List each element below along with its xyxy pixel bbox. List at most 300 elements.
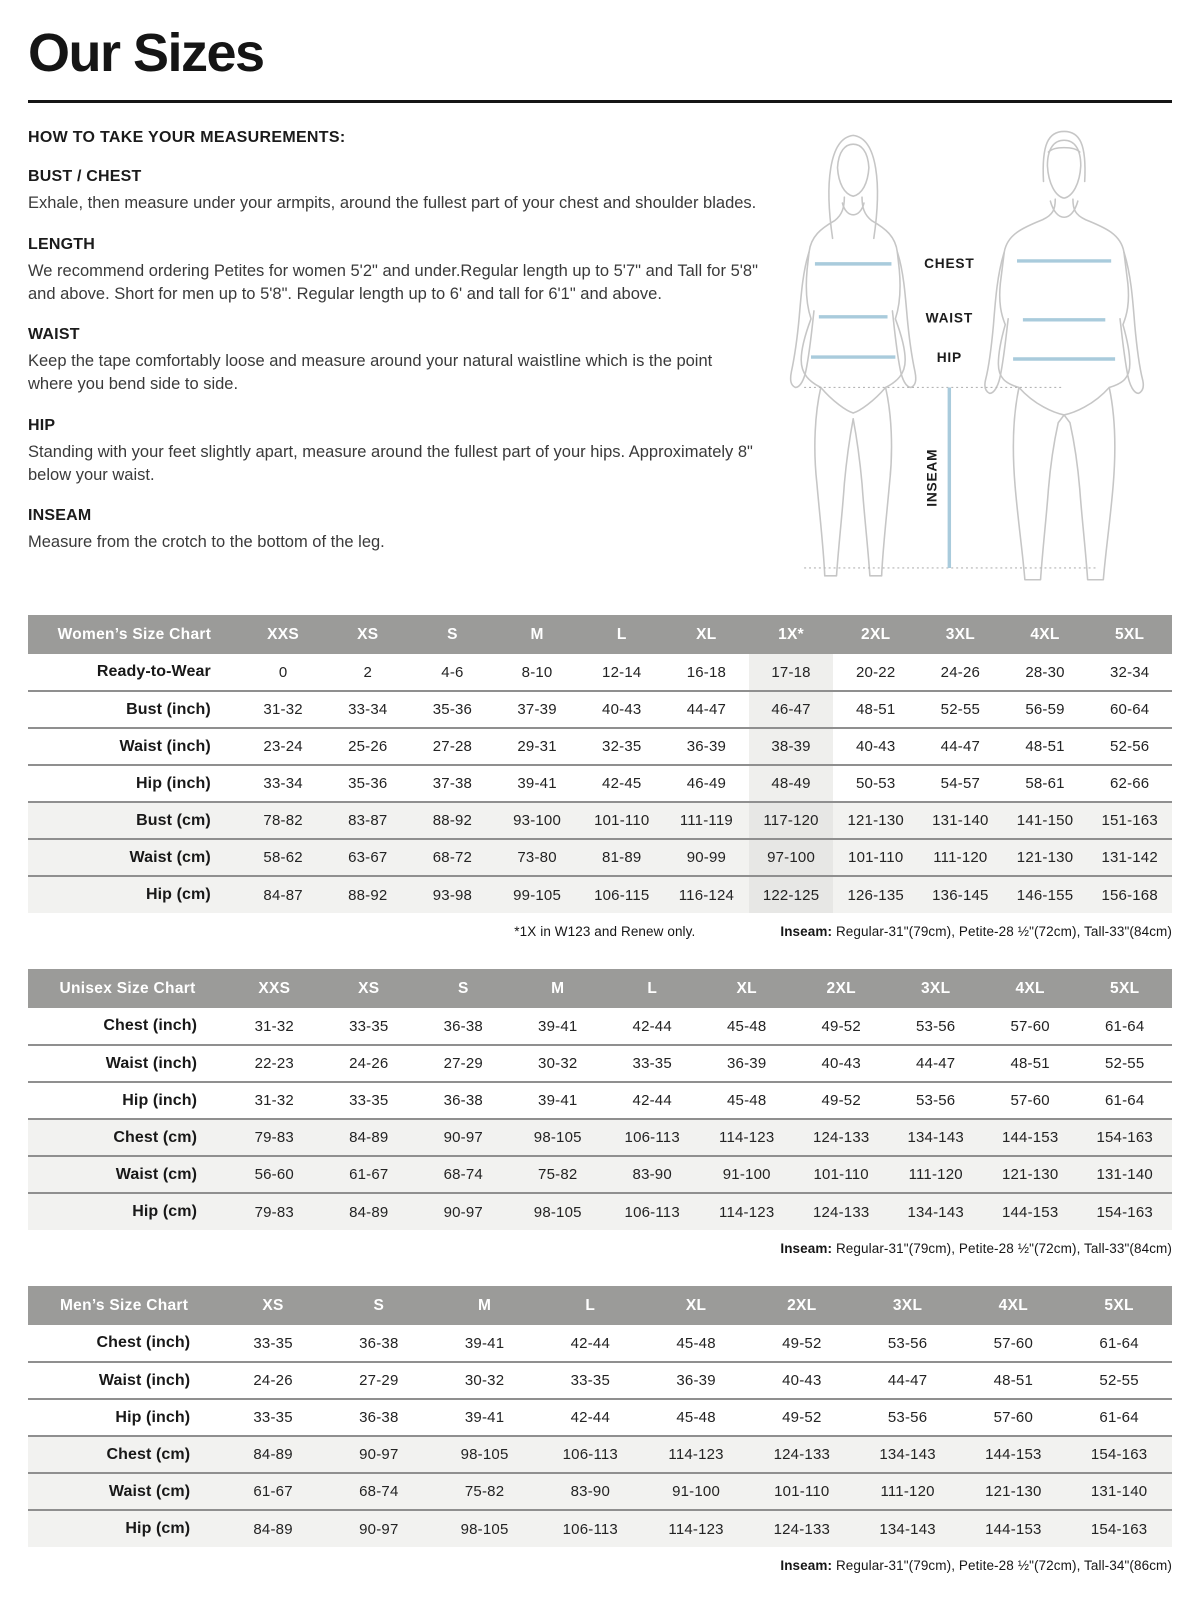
size-cell: 73-80	[517, 849, 557, 866]
size-cell: 20-22	[856, 663, 896, 681]
size-cell: 44-47	[686, 701, 727, 718]
column-header-5XL: 5XL	[1077, 969, 1172, 1008]
row-label: Waist (inch)	[98, 1371, 191, 1389]
size-cell: 124-133	[773, 1520, 831, 1538]
unisex-size-chart-section	[28, 969, 1172, 1256]
size-cell: 27-29	[443, 1055, 483, 1072]
column-header-XS: XS	[220, 1286, 326, 1325]
size-cell: 81-89	[602, 849, 642, 866]
instruction-body: Exhale, then measure under your armpits, around the fullest part of your chest and shoulder blades.	[28, 194, 757, 212]
size-cell: 101-110	[774, 1483, 830, 1500]
table-header-row	[28, 615, 1172, 654]
table-row	[28, 1399, 1172, 1436]
table-row	[28, 1082, 1172, 1119]
size-cell: 61-64	[1099, 1334, 1139, 1352]
size-cell: 50-53	[856, 775, 896, 792]
column-header-4XL: 4XL	[983, 969, 1077, 1008]
size-cell: 53-56	[915, 1092, 956, 1109]
row-label: Hip (cm)	[145, 886, 211, 903]
instruction-body: Standing with your feet slightly apart, measure around the fullest part of your hips. Approximately 8" below your waist.	[28, 442, 753, 484]
size-cell: 49-52	[782, 1409, 822, 1426]
size-cell: 52-55	[940, 701, 981, 718]
size-cell: 101-110	[848, 849, 904, 866]
table-row	[28, 1510, 1172, 1547]
size-cell: 131-140	[932, 812, 989, 829]
table-row	[28, 802, 1172, 839]
size-cell: 63-67	[348, 849, 388, 866]
footnote-inseam: Inseam: Regular-31"(79cm), Petite-28 ½"(72cm), Tall-33"(84cm)	[780, 1241, 1172, 1256]
size-cell: 84-89	[349, 1203, 389, 1221]
size-cell: 32-34	[1109, 663, 1150, 681]
row-label: Hip (inch)	[122, 1091, 198, 1109]
instruction-body: We recommend ordering Petites for women 5'2" and under.Regular length up to 5'7" and Tall for 5'8" and above. Short for men up to 5'8". Regular length up to 6' and tall for 6'1" and above.	[28, 261, 758, 303]
hip-label: HIP	[936, 349, 962, 365]
table-row	[28, 654, 1172, 691]
size-cell: 33-35	[253, 1334, 293, 1352]
size-cell: 61-64	[1105, 1092, 1145, 1109]
size-cell: 27-28	[432, 738, 473, 755]
size-cell: 48-51	[993, 1372, 1033, 1389]
table-row	[28, 1325, 1172, 1362]
size-cell: 90-97	[443, 1203, 483, 1221]
size-cell: 49-52	[821, 1092, 861, 1109]
size-cell: 36-39	[676, 1372, 716, 1389]
instruction-title: INSEAM	[28, 507, 92, 525]
size-cell: 56-59	[1025, 701, 1065, 718]
size-cell: 24-26	[349, 1055, 389, 1072]
size-cell: 106-113	[562, 1446, 618, 1463]
size-cell: 12-14	[602, 663, 642, 681]
size-cell: 114-123	[668, 1446, 724, 1463]
table-row	[28, 1436, 1172, 1473]
size-cell: 33-35	[349, 1092, 389, 1109]
size-cell: 48-49	[749, 765, 834, 802]
size-cell: 39-41	[464, 1409, 505, 1426]
size-cell: 57-60	[993, 1334, 1033, 1352]
size-cell: 32-35	[602, 738, 642, 755]
table-row	[28, 1362, 1172, 1399]
size-cell: 36-38	[443, 1092, 483, 1109]
column-header-XL: XL	[699, 969, 793, 1008]
size-cell: 116-124	[678, 886, 735, 904]
size-cell: 79-83	[254, 1129, 294, 1146]
size-cell: 48-51	[856, 701, 896, 718]
table-title: Women’s Size Chart	[28, 615, 241, 654]
instruction-title: HIP	[28, 416, 56, 434]
size-cell: 68-74	[359, 1483, 399, 1500]
size-cell: 36-38	[359, 1334, 399, 1352]
column-header-L: L	[605, 969, 699, 1008]
size-cell: 97-100	[749, 839, 834, 876]
size-cell: 90-97	[359, 1446, 399, 1463]
row-label: Hip (inch)	[136, 774, 211, 792]
instruction-waist	[28, 326, 760, 396]
row-label: Hip (cm)	[125, 1520, 191, 1537]
size-cell: 49-52	[821, 1017, 861, 1035]
column-header-L: L	[537, 1286, 643, 1325]
measurement-lines	[811, 261, 1115, 568]
size-cell: 122-125	[749, 876, 834, 913]
column-header-M: M	[495, 615, 580, 654]
body-measurement-illustration	[760, 121, 1172, 599]
column-header-5XL: 5XL	[1066, 1286, 1172, 1325]
size-cell: 61-64	[1099, 1409, 1139, 1426]
size-cell: 33-34	[348, 701, 388, 718]
size-cell: 88-92	[348, 886, 388, 904]
mens-size-chart-table	[28, 1286, 1172, 1547]
table-row	[28, 1045, 1172, 1082]
size-cell: 35-36	[348, 775, 388, 792]
size-cell: 131-142	[1101, 849, 1158, 866]
row-label: Waist (inch)	[119, 737, 211, 755]
column-header-M: M	[432, 1286, 538, 1325]
size-cell: 146-155	[1016, 886, 1074, 904]
row-label: Hip (inch)	[115, 1408, 191, 1426]
size-cell: 124-133	[812, 1203, 870, 1221]
size-cell: 40-43	[856, 738, 896, 755]
row-label: Hip (cm)	[132, 1203, 198, 1220]
size-cell: 84-89	[253, 1446, 293, 1463]
womens-size-chart-table	[28, 615, 1172, 913]
size-cell: 134-143	[879, 1446, 936, 1463]
size-cell: 37-38	[432, 775, 473, 792]
size-cell: 39-41	[538, 1092, 578, 1109]
size-cell: 93-98	[432, 886, 473, 904]
size-cell: 131-140	[1096, 1166, 1153, 1183]
size-cell: 151-163	[1101, 812, 1158, 829]
size-cell: 91-100	[672, 1483, 721, 1500]
size-cell: 83-90	[632, 1166, 672, 1183]
size-cell: 27-29	[359, 1372, 399, 1389]
size-cell: 78-82	[263, 812, 303, 829]
size-cell: 90-97	[359, 1520, 399, 1538]
row-label: Chest (cm)	[106, 1445, 191, 1463]
row-label: Waist (cm)	[129, 848, 211, 866]
column-header-XS: XS	[322, 969, 416, 1008]
size-cell: 61-64	[1105, 1017, 1145, 1035]
column-header-4XL: 4XL	[1003, 615, 1088, 654]
footnote-asterisk: *1X in W123 and Renew only.	[514, 924, 696, 939]
column-header-4XL: 4XL	[960, 1286, 1066, 1325]
footnote-inseam: Inseam: Regular-31"(79cm), Petite-28 ½"(72cm), Tall-34"(86cm)	[780, 1558, 1172, 1573]
row-label: Chest (inch)	[103, 1017, 198, 1034]
size-cell: 38-39	[749, 728, 834, 765]
mens-size-chart-section	[28, 1286, 1172, 1573]
table-row	[28, 1473, 1172, 1510]
size-cell: 114-123	[668, 1520, 724, 1538]
size-cell: 17-18	[749, 654, 834, 691]
table-footnotes	[28, 1241, 1172, 1256]
size-cell: 154-163	[1096, 1129, 1153, 1146]
size-cell: 83-90	[570, 1483, 610, 1500]
size-cell: 61-67	[349, 1166, 389, 1183]
column-header-XL: XL	[664, 615, 749, 654]
size-cell: 33-35	[253, 1409, 293, 1426]
size-cell: 40-43	[821, 1055, 861, 1072]
row-label: Bust (inch)	[126, 700, 211, 718]
unisex-size-chart-table	[28, 969, 1172, 1230]
row-label: Bust (cm)	[136, 811, 211, 829]
instruction-body: Keep the tape comfortably loose and measure around your natural waistline which is the point where you bend side to side.	[28, 352, 713, 394]
size-cell: 141-150	[1016, 812, 1074, 829]
size-cell: 98-105	[533, 1203, 582, 1221]
size-cell: 121-130	[1016, 849, 1074, 866]
size-cell: 35-36	[432, 701, 473, 718]
size-cell: 84-87	[263, 886, 303, 904]
column-header-1X: 1X*	[749, 615, 834, 654]
size-cell: 106-115	[594, 886, 650, 904]
size-cell: 117-120	[749, 802, 834, 839]
size-cell: 49-52	[782, 1334, 822, 1352]
instruction-bust-chest	[28, 168, 760, 215]
size-cell: 60-64	[1109, 701, 1150, 718]
size-cell: 79-83	[254, 1203, 294, 1221]
size-cell: 44-47	[940, 738, 981, 755]
column-header-XXS: XXS	[241, 615, 326, 654]
size-cell: 83-87	[348, 812, 388, 829]
size-cell: 111-120	[908, 1166, 963, 1183]
size-cell: 46-47	[749, 691, 834, 728]
size-cell: 42-44	[632, 1092, 672, 1109]
size-cell: 24-26	[940, 663, 981, 681]
size-cell: 75-82	[464, 1483, 505, 1500]
table-footnotes	[28, 924, 1172, 939]
table-title: Men’s Size Chart	[28, 1286, 220, 1325]
table-row	[28, 1193, 1172, 1230]
instruction-title: LENGTH	[28, 235, 95, 253]
size-cell: 37-39	[517, 701, 557, 718]
size-cell: 36-38	[359, 1409, 399, 1426]
size-cell: 31-32	[254, 1092, 294, 1109]
measurement-instructions	[28, 127, 760, 554]
column-header-S: S	[410, 615, 495, 654]
size-cell: 114-123	[719, 1203, 775, 1221]
table-row	[28, 765, 1172, 802]
size-cell: 126-135	[847, 886, 904, 904]
row-label: Chest (inch)	[96, 1334, 191, 1351]
waist-label: WAIST	[925, 310, 974, 326]
size-cell: 91-100	[722, 1166, 771, 1183]
size-cell: 111-119	[679, 812, 733, 829]
footnote-inseam: Inseam: Regular-31"(79cm), Petite-28 ½"(72cm), Tall-33"(84cm)	[780, 924, 1172, 939]
instruction-title: WAIST	[28, 326, 80, 344]
size-cell: 42-45	[602, 775, 642, 792]
column-header-XS: XS	[325, 615, 410, 654]
size-cell: 58-61	[1025, 775, 1065, 792]
size-cell: 68-72	[432, 849, 473, 866]
size-cell: 40-43	[602, 701, 642, 718]
measurement-guide	[28, 127, 1172, 599]
row-label: Ready-to-Wear	[96, 663, 211, 680]
table-row	[28, 728, 1172, 765]
size-cell: 48-51	[1025, 738, 1065, 755]
size-cell: 90-99	[686, 849, 727, 866]
size-cell: 25-26	[348, 738, 388, 755]
instruction-hip	[28, 417, 760, 487]
row-label: Chest (cm)	[113, 1128, 198, 1146]
size-cell: 124-133	[812, 1129, 870, 1146]
size-cell: 33-34	[263, 775, 303, 792]
size-cell: 36-39	[727, 1055, 767, 1072]
size-cell: 22-23	[254, 1055, 294, 1072]
size-cell: 124-133	[773, 1446, 831, 1463]
size-cell: 75-82	[538, 1166, 578, 1183]
size-cell: 99-105	[513, 886, 562, 904]
size-cell: 68-74	[443, 1166, 483, 1183]
size-cell: 40-43	[782, 1372, 822, 1389]
size-cell: 57-60	[1010, 1092, 1050, 1109]
instruction-length	[28, 236, 760, 306]
size-cell: 29-31	[517, 738, 557, 755]
row-label: Waist (inch)	[105, 1054, 198, 1072]
size-cell: 36-38	[443, 1017, 483, 1035]
instructions-heading: HOW TO TAKE YOUR MEASUREMENTS:	[28, 129, 346, 146]
size-cell: 88-92	[432, 812, 473, 829]
size-cell: 33-35	[570, 1372, 610, 1389]
size-cell: 106-113	[562, 1520, 618, 1538]
column-header-M: M	[511, 969, 605, 1008]
size-cell: 98-105	[460, 1520, 509, 1538]
size-cell: 0	[278, 663, 288, 681]
instruction-inseam	[28, 507, 760, 554]
table-header-row	[28, 1286, 1172, 1325]
size-cell: 45-48	[676, 1409, 716, 1426]
size-cell: 144-153	[1001, 1129, 1059, 1146]
page-title: Our Sizes	[28, 23, 264, 83]
table-row	[28, 1119, 1172, 1156]
size-cell: 144-153	[1001, 1203, 1059, 1221]
size-cell: 16-18	[686, 663, 727, 681]
size-cell: 44-47	[887, 1372, 928, 1389]
size-cell: 136-145	[932, 886, 989, 904]
size-cell: 30-32	[464, 1372, 505, 1389]
chest-label: CHEST	[924, 255, 975, 271]
size-cell: 23-24	[263, 738, 303, 755]
size-cell: 62-66	[1109, 775, 1150, 792]
womens-size-chart-section	[28, 615, 1172, 939]
size-cell: 39-41	[538, 1017, 578, 1035]
size-cell: 44-47	[915, 1055, 956, 1072]
size-cell: 4-6	[441, 663, 464, 681]
size-cell: 36-39	[686, 738, 727, 755]
size-cell: 121-130	[1001, 1166, 1059, 1183]
table-row	[28, 876, 1172, 913]
size-cell: 33-35	[632, 1055, 672, 1072]
male-figure-outline	[985, 131, 1143, 579]
column-header-XXS: XXS	[227, 969, 321, 1008]
measurement-diagram	[760, 121, 1172, 599]
size-cell: 144-153	[985, 1446, 1042, 1463]
size-cell: 56-60	[254, 1166, 294, 1183]
size-cell: 144-153	[985, 1520, 1042, 1538]
size-cell: 131-140	[1090, 1483, 1148, 1500]
size-cell: 42-44	[632, 1017, 672, 1035]
table-row	[28, 1156, 1172, 1193]
size-cell: 58-62	[263, 849, 303, 866]
size-cell: 101-110	[813, 1166, 869, 1183]
column-header-2XL: 2XL	[833, 615, 918, 654]
size-cell: 39-41	[464, 1334, 505, 1352]
size-cell: 31-32	[263, 701, 303, 718]
size-cell: 48-51	[1010, 1055, 1050, 1072]
size-cell: 31-32	[254, 1017, 294, 1035]
size-cell: 93-100	[513, 812, 562, 829]
size-cell: 114-123	[719, 1129, 775, 1146]
size-cell: 52-56	[1109, 738, 1150, 755]
size-cell: 134-143	[879, 1520, 936, 1538]
size-cell: 33-35	[349, 1017, 389, 1035]
table-title: Unisex Size Chart	[28, 969, 227, 1008]
size-cell: 154-163	[1090, 1446, 1148, 1463]
size-cell: 8-10	[521, 663, 553, 681]
size-cell: 52-55	[1099, 1372, 1139, 1389]
size-cell: 98-105	[533, 1129, 582, 1146]
column-header-5XL: 5XL	[1087, 615, 1172, 654]
table-footnotes	[28, 1558, 1172, 1573]
size-cell: 121-130	[847, 812, 904, 829]
size-cell: 30-32	[538, 1055, 578, 1072]
table-row	[28, 1008, 1172, 1045]
size-cell: 98-105	[460, 1446, 509, 1463]
size-cell: 101-110	[594, 812, 650, 829]
size-cell: 53-56	[887, 1409, 928, 1426]
size-cell: 52-55	[1105, 1055, 1145, 1072]
instruction-body: Measure from the crotch to the bottom of the leg.	[28, 533, 385, 552]
size-cell: 106-113	[624, 1203, 680, 1221]
size-cell: 2	[363, 663, 373, 681]
column-header-XL: XL	[643, 1286, 749, 1325]
column-header-3XL: 3XL	[918, 615, 1003, 654]
size-cell: 28-30	[1025, 663, 1065, 681]
size-cell: 156-168	[1101, 886, 1158, 904]
size-cell: 42-44	[570, 1334, 610, 1352]
column-header-3XL: 3XL	[888, 969, 982, 1008]
size-cell: 61-67	[253, 1483, 293, 1500]
size-cell: 46-49	[686, 775, 727, 792]
size-cell: 134-143	[907, 1129, 964, 1146]
row-label: Waist (cm)	[115, 1165, 198, 1183]
size-cell: 57-60	[993, 1409, 1033, 1426]
size-cell: 42-44	[570, 1409, 610, 1426]
size-cell: 53-56	[887, 1334, 928, 1352]
table-header-row	[28, 969, 1172, 1008]
column-header-S: S	[326, 1286, 432, 1325]
column-header-L: L	[579, 615, 664, 654]
size-cell: 45-48	[727, 1017, 767, 1035]
size-cell: 134-143	[907, 1203, 964, 1221]
size-cell: 121-130	[985, 1483, 1042, 1500]
size-cell: 39-41	[517, 775, 557, 792]
size-cell: 53-56	[915, 1017, 956, 1035]
size-cell: 84-89	[253, 1520, 293, 1538]
instruction-title: BUST / CHEST	[28, 168, 142, 185]
row-label: Waist (cm)	[108, 1482, 191, 1500]
size-cell: 111-120	[933, 849, 988, 866]
size-cell: 111-120	[880, 1483, 935, 1500]
size-cell: 24-26	[253, 1372, 293, 1389]
size-cell: 54-57	[940, 775, 981, 792]
column-header-2XL: 2XL	[749, 1286, 855, 1325]
size-cell: 45-48	[727, 1092, 767, 1109]
size-cell: 45-48	[676, 1334, 716, 1352]
table-row	[28, 839, 1172, 876]
inseam-label: INSEAM	[924, 448, 940, 507]
size-cell: 84-89	[349, 1129, 389, 1146]
size-cell: 154-163	[1090, 1520, 1148, 1538]
title-divider	[28, 100, 1172, 103]
size-cell: 154-163	[1096, 1203, 1153, 1221]
column-header-3XL: 3XL	[855, 1286, 961, 1325]
